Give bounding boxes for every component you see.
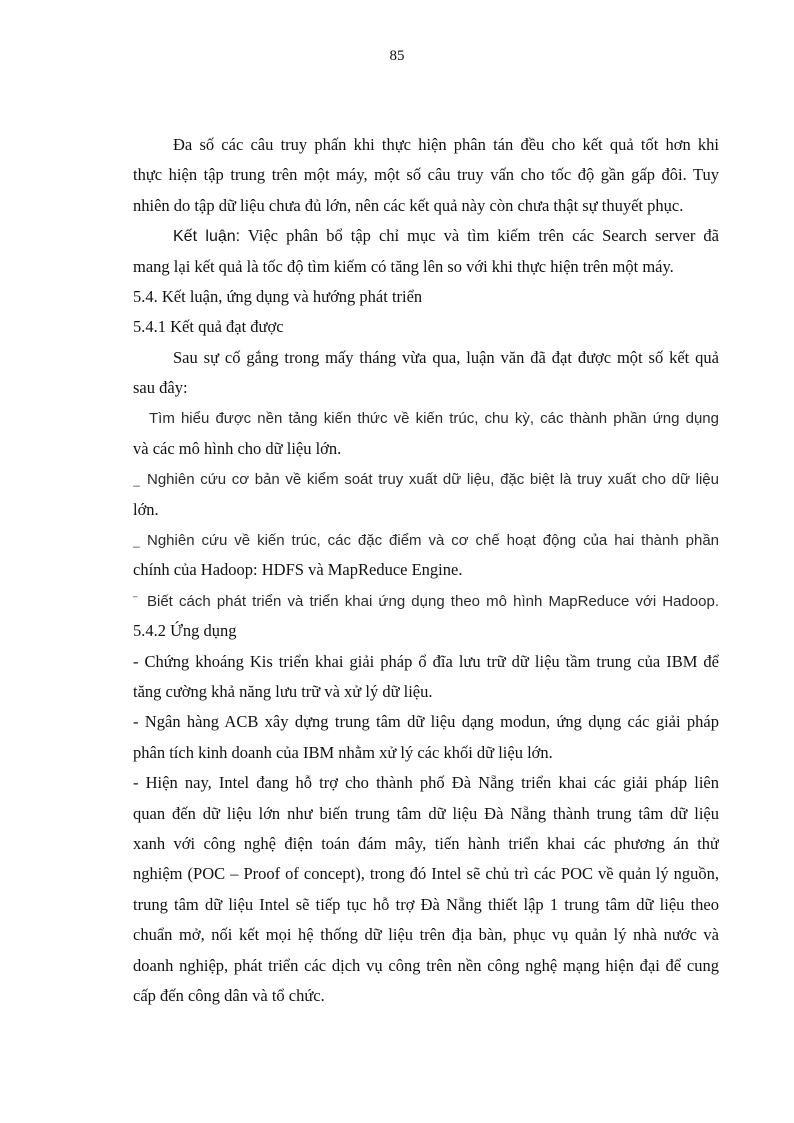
dash-marker: _: [133, 534, 140, 549]
list-item-line: Tìm hiểu được nền tảng kiến thức về kiến trúc, chu kỳ, các thành phần ứng dụng: [149, 409, 719, 427]
paragraph-line: sau đây:: [133, 378, 188, 398]
list-item: [133, 768, 719, 1011]
paragraph-line: [133, 221, 719, 251]
paragraph-line: Sau sự cố gắng trong mấy tháng vừa qua, luận văn đã đạt được một số kết quả: [173, 347, 719, 367]
section-heading-5-4-2: 5.4.2 Ứng dụng: [133, 621, 237, 641]
paragraph-conclusion: [133, 221, 719, 282]
list-item: [133, 404, 719, 465]
list-item-line: tăng cường khả năng lưu trữ và xử lý dữ liệu.: [133, 682, 433, 702]
list-item-line: [133, 464, 719, 494]
list-item-line: [133, 586, 719, 616]
list-item-line: - Hiện nay, Intel đang hỗ trợ cho thành phố Đà Nẵng triển khai các giải pháp liên: [133, 773, 719, 793]
section-heading-5-4: 5.4. Kết luận, ứng dụng và hướng phát triển: [133, 286, 423, 306]
list-item-line: [133, 525, 719, 555]
paragraph-distributed-results: [133, 130, 719, 221]
paragraph-line: mang lại kết quả là tốc độ tìm kiếm có tăng lên so với khi thực hiện trên một máy.: [133, 256, 674, 276]
list-item-line: phân tích kinh doanh của IBM nhằm xử lý các khối dữ liệu lớn.: [133, 742, 553, 762]
list-item: [133, 586, 719, 616]
results-list: [133, 404, 719, 617]
list-item-text: Nghiên cứu về kiến trúc, các đặc điểm và cơ chế hoạt động của hai thành phần: [147, 532, 719, 550]
list-item: [133, 464, 719, 525]
page-number: 85: [389, 48, 405, 64]
dash-marker: ‾: [133, 594, 137, 609]
list-item: [133, 647, 719, 708]
list-item-line: chính của Hadoop: HDFS và MapReduce Engine.: [133, 560, 463, 580]
list-item-line: lớn.: [133, 499, 159, 519]
paragraph-line: nhiên do tập dữ liệu chưa đủ lớn, nên các kết quả này còn chưa thật sự thuyết phục.: [133, 195, 684, 215]
conclusion-label: Kết luận:: [173, 228, 241, 246]
list-item-line: quan đến dữ liệu lớn như biến trung tâm dữ liệu Đà Nẵng thành trung tâm dữ liệu: [133, 803, 719, 823]
paragraph-line: thực hiện tập trung trên một máy, một số câu truy vấn cho tốc độ gần gấp đôi. Tuy: [133, 165, 719, 185]
list-item-line: xanh với công nghệ điện toán đám mây, tiến hành triển khai các phương án thử: [133, 833, 719, 853]
list-item-line: - Ngân hàng ACB xây dựng trung tâm dữ liệu dạng modun, ứng dụng các giải pháp: [133, 712, 719, 732]
conclusion-text: Việc phân bổ tập chỉ mục và tìm kiếm trên các Search server đã: [240, 226, 719, 246]
paragraph-results-intro: [133, 343, 719, 404]
list-item-line: cấp đến công dân và tổ chức.: [133, 985, 325, 1005]
list-item: [133, 707, 719, 768]
list-item-text: Nghiên cứu cơ bản về kiểm soát truy xuất dữ liệu, đặc biệt là truy xuất cho dữ liệu: [147, 471, 719, 489]
applications-list: [133, 647, 719, 1012]
list-item-line: - Chứng khoáng Kis triển khai giải pháp ổ đĩa lưu trữ dữ liệu tầm trung của IBM để: [133, 651, 719, 671]
list-item-line: và các mô hình cho dữ liệu lớn.: [133, 438, 342, 458]
list-item: [133, 525, 719, 586]
list-item-line: nghiệm (POC – Proof of concept), trong đó Intel sẽ chủ trì các POC về quản lý nguồn,: [133, 864, 719, 884]
dash-marker: _: [133, 473, 140, 488]
section-heading-5-4-1: 5.4.1 Kết quả đạt được: [133, 317, 284, 337]
list-item-line: trung tâm dữ liệu Intel sẽ tiếp tục hỗ trợ Đà Nẵng thiết lập 1 trung tâm dữ liệu theo: [133, 894, 719, 914]
list-item-line: doanh nghiệp, phát triển các dịch vụ công trên nền công nghệ mạng hiện đại để cung: [133, 955, 719, 975]
document-body: [133, 130, 719, 1011]
list-item-text: Biết cách phát triển và triển khai ứng dụng theo mô hình MapReduce với Hadoop.: [147, 592, 719, 610]
list-item-line: chuẩn mở, nối kết mọi hệ thống dữ liệu trên địa bàn, phục vụ quản lý nhà nước và: [133, 925, 719, 945]
paragraph-line: Đa số các câu truy phấn khi thực hiện phân tán đều cho kết quả tốt hơn khi: [173, 135, 719, 154]
